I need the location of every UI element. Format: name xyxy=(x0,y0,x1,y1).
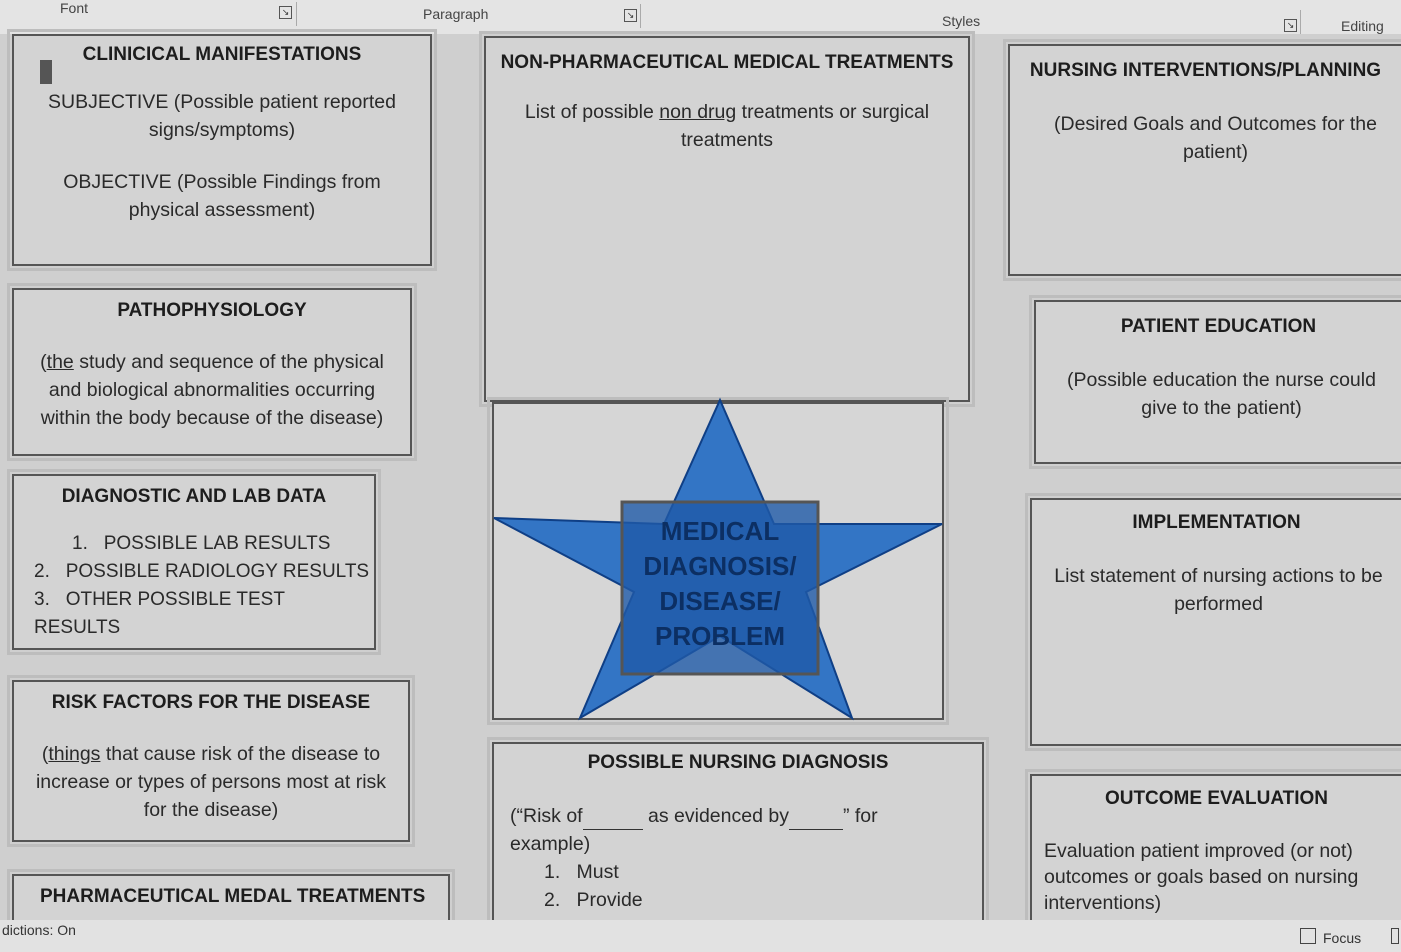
patient-education-text: (Possible education the nurse could give to the patient) xyxy=(1067,369,1376,419)
ribbon-group-paragraph: Paragraph xyxy=(423,6,489,22)
subjective-text: SUBJECTIVE (Possible patient reported signs/symptoms) xyxy=(48,91,396,141)
nursing-diagnosis-text xyxy=(510,802,982,914)
nursing-diagnosis-title: POSSIBLE NURSING DIAGNOSIS xyxy=(587,752,889,773)
medical-diagnosis-star[interactable] xyxy=(488,396,948,722)
medical-diagnosis-label xyxy=(622,514,818,654)
blank-line[interactable] xyxy=(583,811,643,830)
ribbon-group-font: Font xyxy=(60,0,89,16)
nonpharma-post: treatments or surgical treatments xyxy=(680,101,930,151)
list-text: OTHER POSSIBLE TEST RESULTS xyxy=(34,589,285,638)
nursing-diagnosis-list xyxy=(510,858,982,914)
read-mode-icon[interactable] xyxy=(1391,928,1399,944)
evidenced-by-text: as evidenced by xyxy=(648,805,789,827)
ribbon-group-editing: Editing xyxy=(1341,18,1384,34)
styles-dialog-launcher-icon[interactable]: ↘ xyxy=(1284,19,1297,32)
list-item xyxy=(14,558,374,586)
ribbon-separator xyxy=(1300,10,1301,34)
list-item xyxy=(14,530,374,558)
font-dialog-launcher-icon[interactable]: ↘ xyxy=(279,6,292,19)
status-bar xyxy=(0,920,1401,952)
patho-the-word: the xyxy=(46,351,74,373)
patho-open-paren: ( xyxy=(40,351,47,373)
list-item xyxy=(544,886,982,914)
patient-education-box[interactable] xyxy=(1034,300,1401,464)
center-line-1: MEDICAL xyxy=(660,516,780,546)
nursing-interventions-title: NURSING INTERVENTIONS/PLANNING xyxy=(1029,60,1382,81)
focus-mode-button[interactable]: Focus xyxy=(1323,930,1362,946)
list-number: 2. xyxy=(544,889,561,911)
list-number: 2. xyxy=(34,561,50,582)
non-pharmaceutical-box[interactable] xyxy=(484,36,970,402)
outcome-evaluation-title: OUTCOME EVALUATION xyxy=(1104,788,1329,809)
implementation-text: List statement of nursing actions to be performed xyxy=(1054,565,1383,615)
pathophysiology-box[interactable] xyxy=(12,288,412,456)
list-number: 1. xyxy=(544,861,561,883)
nonpharma-pre: List of possible xyxy=(524,101,660,123)
list-number: 3. xyxy=(34,589,50,610)
predictions-status[interactable]: dictions: On xyxy=(2,922,76,938)
list-item xyxy=(14,586,374,642)
patient-education-title: PATIENT EDUCATION xyxy=(1120,316,1317,337)
pathophysiology-title: PATHOPHYSIOLOGY xyxy=(117,300,307,321)
clinical-manifestations-title: CLINICICAL MANIFESTATIONS xyxy=(82,44,362,65)
risk-body: that cause risk of the disease to increase or types of persons most at risk for the disease) xyxy=(35,743,387,821)
center-line-3: DISEASE/ xyxy=(659,586,781,616)
risk-of-text: (“Risk of xyxy=(510,805,583,827)
non-pharmaceutical-title: NON-PHARMACEUTICAL MEDICAL TREATMENTS xyxy=(500,52,954,73)
list-number: 1. xyxy=(72,533,88,554)
ribbon-group-styles: Styles xyxy=(942,13,981,29)
outcome-evaluation-text: Evaluation patient improved (or not) outcomes or goals based on nursing interventions) xyxy=(1044,840,1359,914)
ribbon-separator xyxy=(640,4,641,28)
diagnostic-list xyxy=(14,530,374,642)
nonpharma-underlined: non drug xyxy=(659,101,737,123)
list-text: POSSIBLE RADIOLOGY RESULTS xyxy=(65,561,370,582)
patho-body: study and sequence of the physical and biological abnormalities occurring within the body because of the disease) xyxy=(40,351,384,429)
non-pharmaceutical-text xyxy=(506,98,948,154)
nursing-interventions-text: (Desired Goals and Outcomes for the patient) xyxy=(1054,113,1377,163)
list-text: Must xyxy=(576,861,619,883)
risk-things-word: things xyxy=(48,743,101,765)
blank-line[interactable] xyxy=(789,811,843,830)
risk-factors-text xyxy=(28,740,394,824)
outcome-evaluation-box[interactable] xyxy=(1030,774,1401,924)
list-text: POSSIBLE LAB RESULTS xyxy=(103,533,331,554)
clinical-manifestations-box[interactable] xyxy=(12,34,432,266)
list-item xyxy=(544,858,982,886)
risk-factors-title: RISK FACTORS FOR THE DISEASE xyxy=(51,692,371,713)
pathophysiology-text xyxy=(24,348,400,432)
objective-text: OBJECTIVE (Possible Findings from physical assessment) xyxy=(63,171,381,221)
diagnostic-lab-box[interactable] xyxy=(12,474,376,650)
diagnostic-lab-title: DIAGNOSTIC AND LAB DATA xyxy=(61,486,327,507)
implementation-box[interactable] xyxy=(1030,498,1401,746)
list-text: Provide xyxy=(576,889,643,911)
risk-factors-box[interactable] xyxy=(12,680,410,842)
paragraph-dialog-launcher-icon[interactable]: ↘ xyxy=(624,9,637,22)
focus-mode-icon[interactable] xyxy=(1300,928,1316,944)
risk-open-paren: ( xyxy=(41,743,49,765)
ribbon xyxy=(0,0,1401,34)
implementation-title: IMPLEMENTATION xyxy=(1132,512,1301,533)
nursing-diagnosis-box[interactable] xyxy=(492,742,984,928)
ribbon-separator xyxy=(296,2,297,26)
pharmaceutical-treatments-title: PHARMACEUTICAL MEDAL TREATMENTS xyxy=(40,886,426,907)
center-line-2: DIAGNOSIS/ xyxy=(643,551,797,581)
center-line-4: PROBLEM xyxy=(655,621,785,651)
text-cursor-marker xyxy=(40,60,52,84)
nursing-interventions-box[interactable] xyxy=(1008,44,1401,276)
example-text: example) xyxy=(510,833,591,855)
for-text: ” for xyxy=(842,805,878,827)
